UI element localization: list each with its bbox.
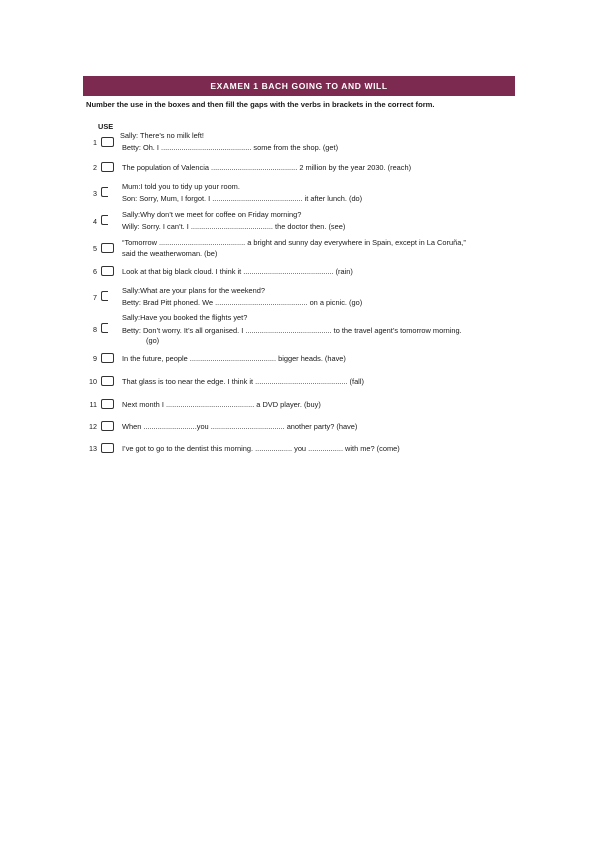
item-number: 4 (93, 217, 97, 226)
item-number: 9 (93, 354, 97, 363)
item-line: “Tomorrow .......................................... a bright and sunny day everywhere in Spain, except in La Coruña,” (122, 238, 466, 247)
use-column-header: USE (98, 122, 114, 131)
page-title: EXAMEN 1 BACH GOING TO AND WILL (83, 76, 515, 96)
item-line: Sally:Have you booked the flights yet? (122, 313, 248, 322)
item-line: When ..........................you .................................... another party? (have) (122, 422, 358, 431)
item-line: Betty: Oh. I ............................................ some from the shop. (get) (122, 143, 339, 152)
item-line: In the future, people .......................................... bigger heads. (have) (122, 354, 346, 363)
item-line: That glass is too near the edge. I think it ............................................. (fall) (122, 377, 364, 386)
item-number: 12 (89, 422, 97, 431)
exercise-item (86, 182, 526, 206)
instructions: Number the use in the boxes and then fill the gaps with the verbs in brackets in the correct form. (86, 100, 435, 109)
item-line: Look at that big black cloud. I think it ............................................ (rain) (122, 267, 353, 276)
use-box[interactable] (101, 421, 114, 431)
exercise-item (86, 238, 526, 262)
item-number: 1 (93, 138, 97, 147)
item-line: (go) (146, 336, 160, 345)
item-line: Next month I ........................................... a DVD player. (buy) (122, 400, 321, 409)
item-line: Son: Sorry, Mum, I forgot. I ............................................ it after lunch. (do) (122, 194, 363, 203)
exercise-item (86, 162, 526, 174)
exercise-item (86, 399, 526, 411)
item-line: Sally:What are your plans for the weekend? (122, 286, 265, 295)
exercise-item (86, 130, 526, 154)
exercise-item (86, 443, 526, 455)
item-number: 6 (93, 267, 97, 276)
use-box[interactable] (101, 443, 114, 453)
item-number: 3 (93, 189, 97, 198)
use-box[interactable] (101, 215, 108, 225)
use-box[interactable] (101, 187, 108, 197)
item-number: 13 (89, 444, 97, 453)
item-number: 7 (93, 293, 97, 302)
exercise-item (86, 353, 526, 365)
item-number: 10 (89, 377, 97, 386)
use-box[interactable] (101, 266, 114, 276)
use-box[interactable] (101, 243, 114, 253)
item-line: Mum:I told you to tidy up your room. (122, 182, 240, 191)
use-box[interactable] (101, 137, 114, 147)
item-number: 11 (89, 400, 97, 409)
use-box[interactable] (101, 291, 108, 301)
exercise-item (86, 376, 526, 388)
item-line: The population of Valencia .......................................... 2 million by the year 2030. (reach) (122, 163, 412, 172)
item-number: 5 (93, 244, 97, 253)
use-box[interactable] (101, 162, 114, 172)
item-line: Willy: Sorry. I can’t. I ........................................ the doctor then. (see) (122, 222, 346, 231)
use-box[interactable] (101, 323, 108, 333)
use-box[interactable] (101, 376, 114, 386)
exercise-item (86, 313, 526, 347)
use-box[interactable] (101, 353, 114, 363)
exercise-item (86, 421, 526, 433)
item-line: said the weatherwoman. (be) (122, 249, 218, 258)
exercise-item (86, 286, 526, 310)
exercise-item (86, 210, 526, 234)
item-line: Sally:Why don’t we meet for coffee on Friday morning? (122, 210, 302, 219)
item-line: Betty: Don’t worry. It’s all organised. I .......................................... to the travel agent’s tomorrow morning. (122, 326, 462, 335)
item-line: Betty: Brad Pitt phoned. We ............................................. on a picnic. (go) (122, 298, 363, 307)
exercise-item (86, 266, 526, 278)
item-line: I’ve got to go to the dentist this morning. .................. you ................. with me? (come) (122, 444, 400, 453)
item-number: 8 (93, 325, 97, 334)
item-number: 2 (93, 163, 97, 172)
use-box[interactable] (101, 399, 114, 409)
item-line: Sally: There’s no milk left! (120, 131, 204, 140)
